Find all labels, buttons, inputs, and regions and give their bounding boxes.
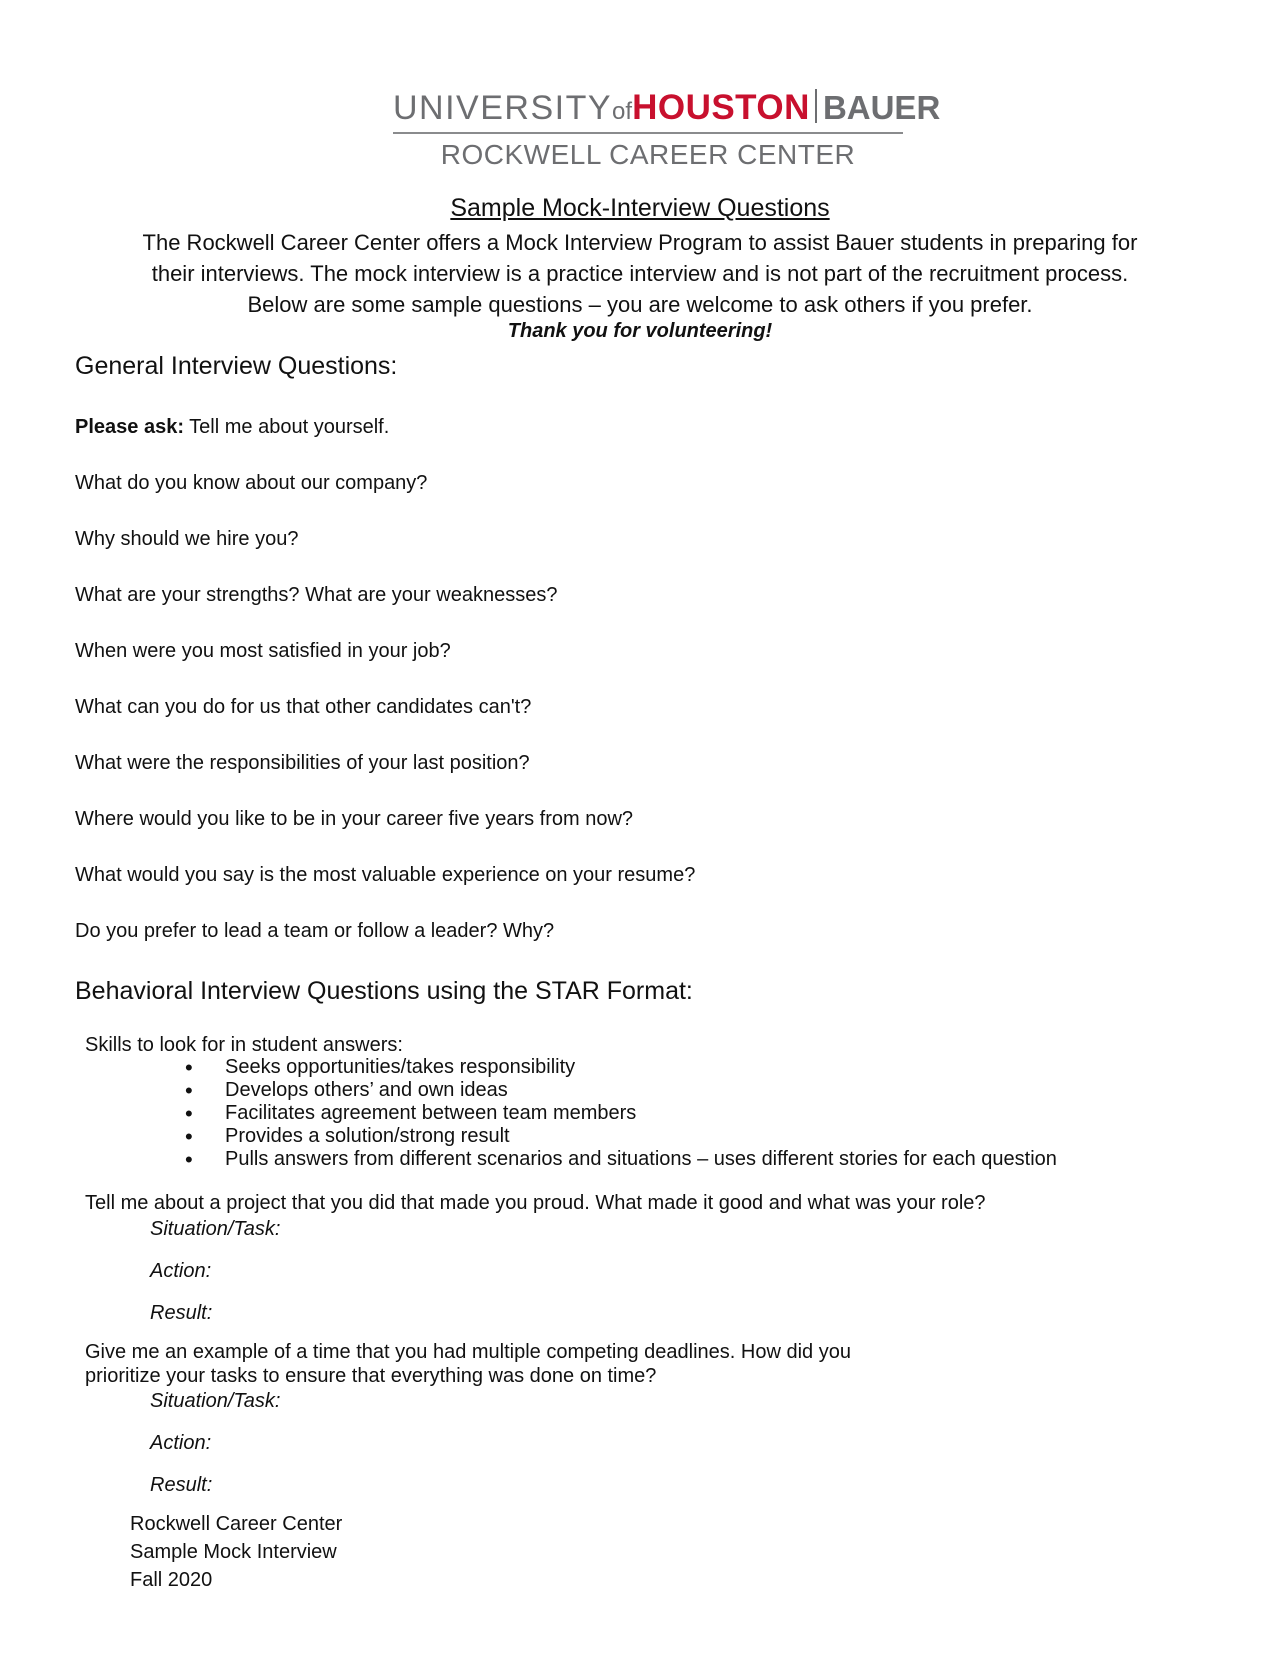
footer-line: Fall 2020 [130,1569,213,1591]
question-item: What do you know about our company? [75,472,428,494]
intro-paragraph [60,227,1220,320]
please-ask-label: Please ask: [75,416,184,438]
question-item: When were you most satisfied in your job? [75,640,451,662]
university-logo [393,88,941,174]
star-action-label: Action: [150,1260,212,1282]
behavioral-question-1: Tell me about a project that you did that made you proud. What made it good and what was your role? [85,1192,986,1214]
question-tell-me-about-yourself [75,416,389,439]
question-item: What would you say is the most valuable experience on your resume? [75,864,696,886]
skill-item: • Pulls answers from different scenarios and situations – uses different stories for each question [185,1148,1057,1171]
thank-you-note: Thank you for volunteering! [507,320,773,342]
skills-intro: Skills to look for in student answers: [85,1034,403,1056]
intro-line: Below are some sample questions – you are welcome to ask others if you prefer. [247,292,1033,317]
question-line: Give me an example of a time that you had multiple competing deadlines. How did you [85,1341,851,1363]
logo-rule [393,132,903,134]
logo-wordmark [393,88,940,132]
question-line: prioritize your tasks to ensure that everything was done on time? [85,1365,657,1387]
star-result-label: Result: [150,1302,213,1324]
intro-line: their interviews. The mock interview is a practice interview and is not part of the recruitment process. [151,261,1129,286]
star-action-label: Action: [150,1432,212,1454]
skill-item: • Facilitates agreement between team members [185,1102,1057,1125]
skill-item: • Provides a solution/strong result [185,1125,1057,1148]
question-item: What are your strengths? What are your weaknesses? [75,584,558,606]
star-situation-label: Situation/Task: [150,1390,281,1412]
question-item: Do you prefer to lead a team or follow a leader? Why? [75,920,555,942]
logo-subtitle: ROCKWELL CAREER CENTER [440,139,856,170]
document-title: Sample Mock-Interview Questions [450,194,830,222]
question-item: What were the responsibilities of your last position? [75,752,530,774]
logo-bauer-text: BAUER [822,89,941,126]
intro-line: The Rockwell Career Center offers a Mock Interview Program to assist Bauer students in preparing for [142,230,1138,255]
skills-list [185,1056,1057,1171]
behavioral-question-2 [85,1340,1205,1388]
footer-line: Sample Mock Interview [130,1541,337,1563]
footer-line: Rockwell Career Center [130,1513,343,1535]
behavioral-questions-heading: Behavioral Interview Questions using the STAR Format: [75,977,693,1005]
general-questions-heading: General Interview Questions: [75,352,398,380]
star-situation-label: Situation/Task: [150,1218,281,1240]
star-result-label: Result: [150,1474,213,1496]
logo-of-text: of [612,98,633,125]
logo-university-text: UNIVERSITY [393,89,613,127]
question-item: Why should we hire you? [75,528,299,550]
question-item: Where would you like to be in your career five years from now? [75,808,634,830]
question-text: Tell me about yourself. [183,416,390,438]
skill-item: • Seeks opportunities/takes responsibility [185,1056,1057,1079]
document-footer [130,1510,342,1594]
logo-houston-text: HOUSTON [632,88,810,127]
question-item: What can you do for us that other candidates can't? [75,696,532,718]
skill-item: • Develops others’ and own ideas [185,1079,1057,1102]
logo-divider [815,89,817,123]
